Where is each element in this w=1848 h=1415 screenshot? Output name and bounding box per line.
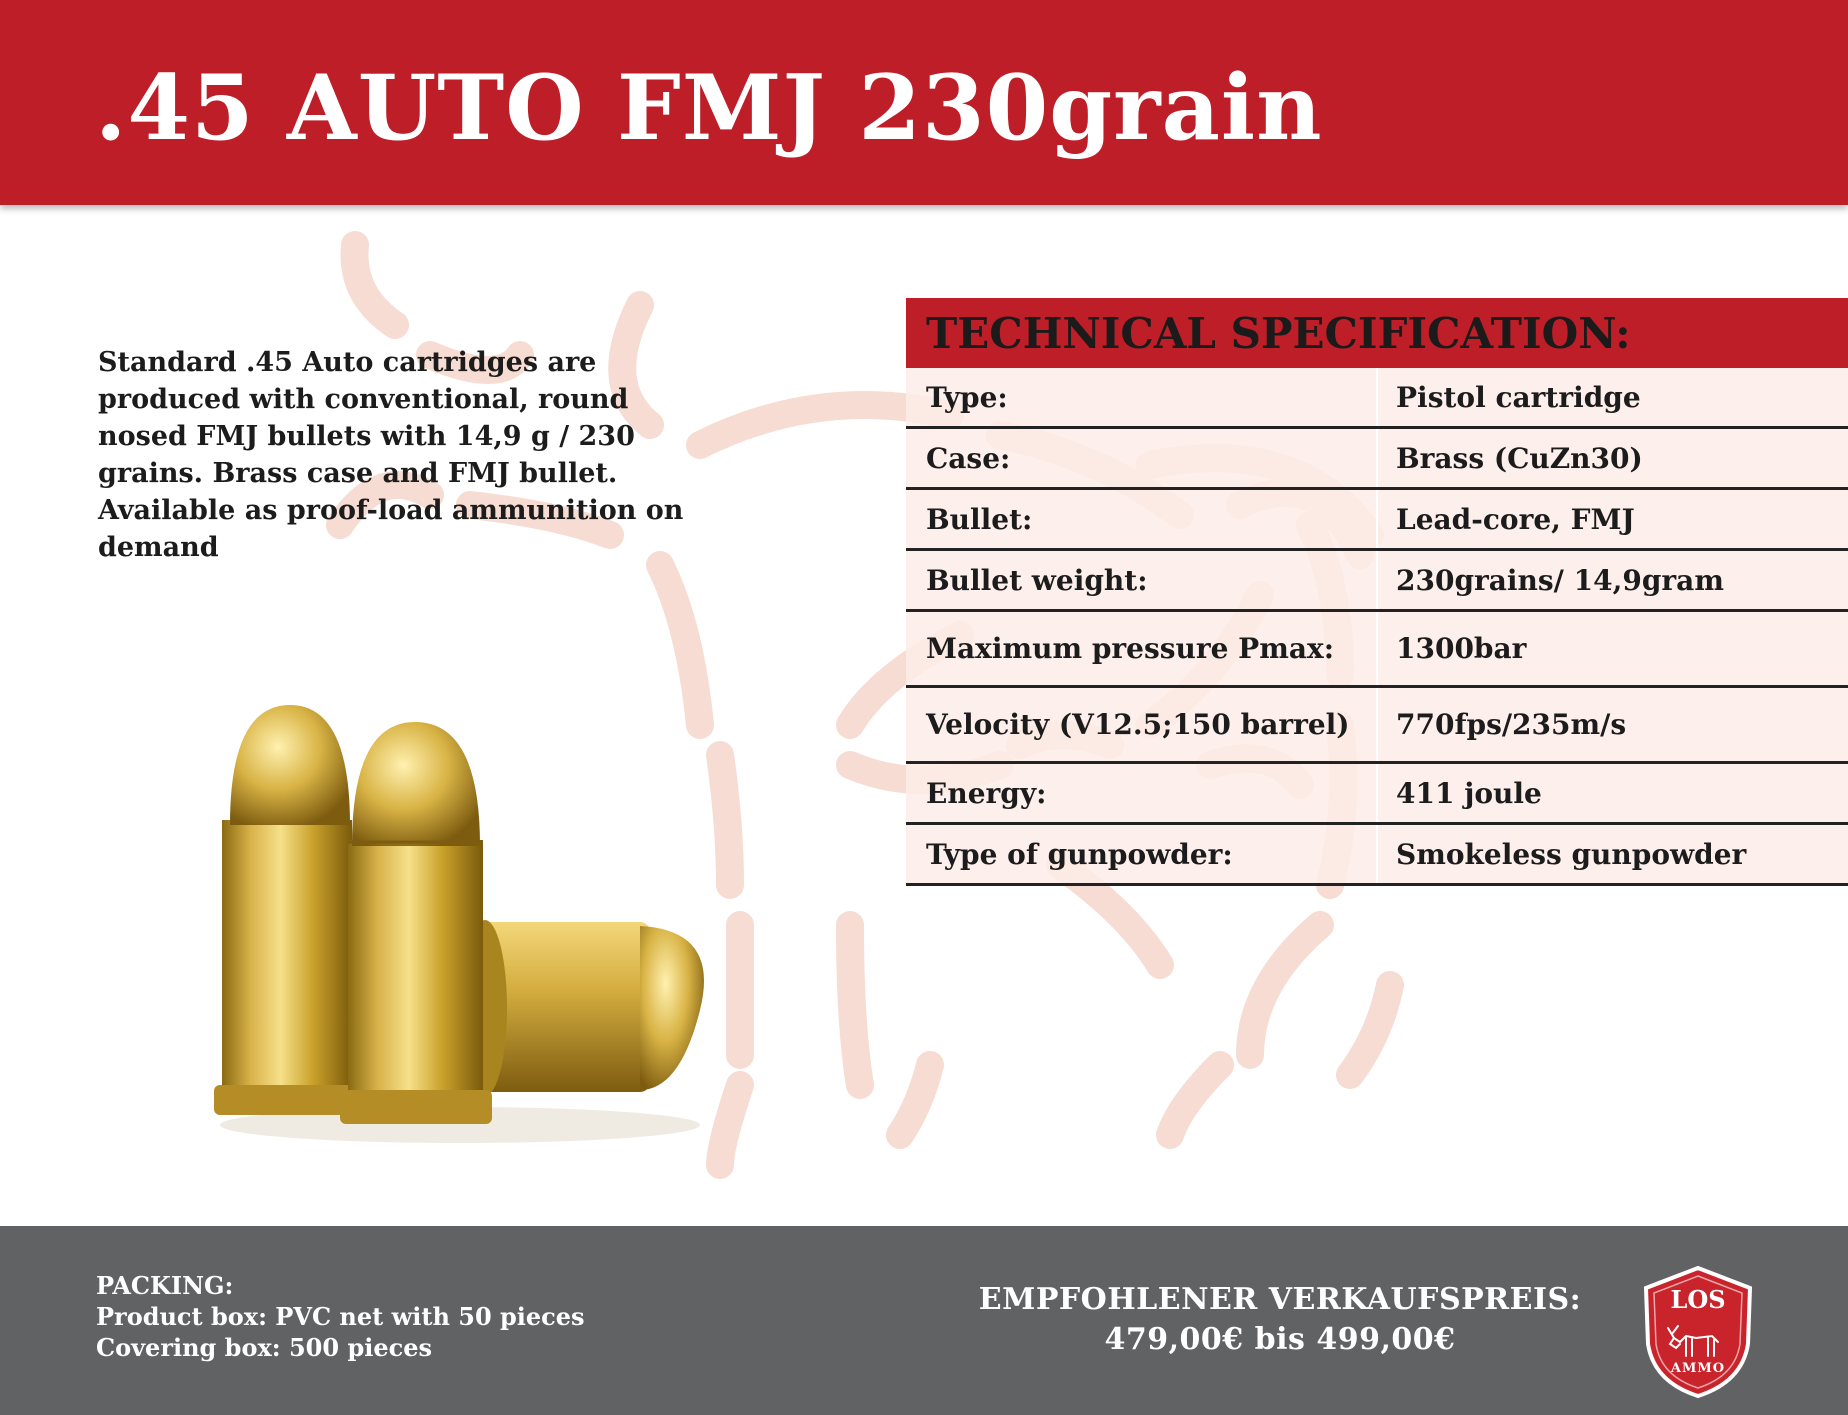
product-description: Standard .45 Auto cartridges are produced with conventional, round nosed FMJ bullets with 14,9 g / 230 grains. Brass case and FMJ bullet. Available as proof-load ammunition on demand (98, 347, 684, 563)
spec-row-energy (906, 764, 1848, 825)
spec-table-title: TECHNICAL SPECIFICATION: (926, 309, 1631, 358)
spec-row-case (906, 429, 1848, 490)
packing-line: Product box: PVC net with 50 pieces (96, 1302, 585, 1331)
front-cartridge (340, 722, 492, 1124)
page-title: .45 AUTO FMJ 230grain (95, 55, 1323, 161)
packing-info (96, 1270, 585, 1363)
price-value: 479,00€ bis 499,00€ (1104, 1322, 1456, 1357)
spec-label: Velocity (V12.5;150 barrel) (926, 708, 1350, 741)
spec-label: Bullet: (926, 502, 1033, 536)
spec-row-velocity (906, 688, 1848, 764)
spec-label: Type of gunpowder: (926, 837, 1233, 871)
spec-row-bullet-weight (906, 551, 1848, 612)
spec-label: Bullet weight: (926, 563, 1148, 597)
spec-value: Smokeless gunpowder (1396, 837, 1747, 871)
price-label: EMPFOHLENER VERKAUFSPREIS: (978, 1282, 1582, 1317)
spec-label: Case: (926, 441, 1011, 475)
header-banner (0, 0, 1848, 205)
logo-text-ammo: AMMO (1670, 1361, 1726, 1376)
packing-line: Covering box: 500 pieces (96, 1333, 432, 1362)
spec-value: 1300bar (1396, 632, 1527, 665)
spec-label: Energy: (926, 776, 1047, 810)
technical-spec-table (906, 298, 1848, 886)
spec-value: Brass (CuZn30) (1396, 441, 1643, 475)
spec-row-bullet (906, 490, 1848, 551)
spec-value: 411 joule (1396, 776, 1542, 810)
logo-text-los: LOS (1670, 1285, 1726, 1314)
spec-label: Maximum pressure Pmax: (926, 632, 1335, 665)
spec-value: Lead-core, FMJ (1396, 502, 1635, 536)
spec-value: 770fps/235m/s (1396, 708, 1627, 741)
spec-row-gunpowder (906, 825, 1848, 886)
footer-bar (0, 1226, 1848, 1415)
back-cartridge (214, 705, 360, 1115)
lying-cartridge (463, 920, 704, 1096)
cartridges-image (200, 690, 720, 1150)
spec-value: 230grains/ 14,9gram (1396, 563, 1724, 597)
spec-row-max-pressure (906, 612, 1848, 688)
spec-table-header (906, 298, 1848, 368)
packing-title: PACKING: (96, 1271, 234, 1300)
spec-value: Pistol cartridge (1396, 380, 1641, 414)
spec-label: Type: (926, 380, 1008, 414)
spec-row-type (906, 368, 1848, 429)
los-ammo-logo (1638, 1264, 1758, 1400)
recommended-price (900, 1280, 1660, 1360)
